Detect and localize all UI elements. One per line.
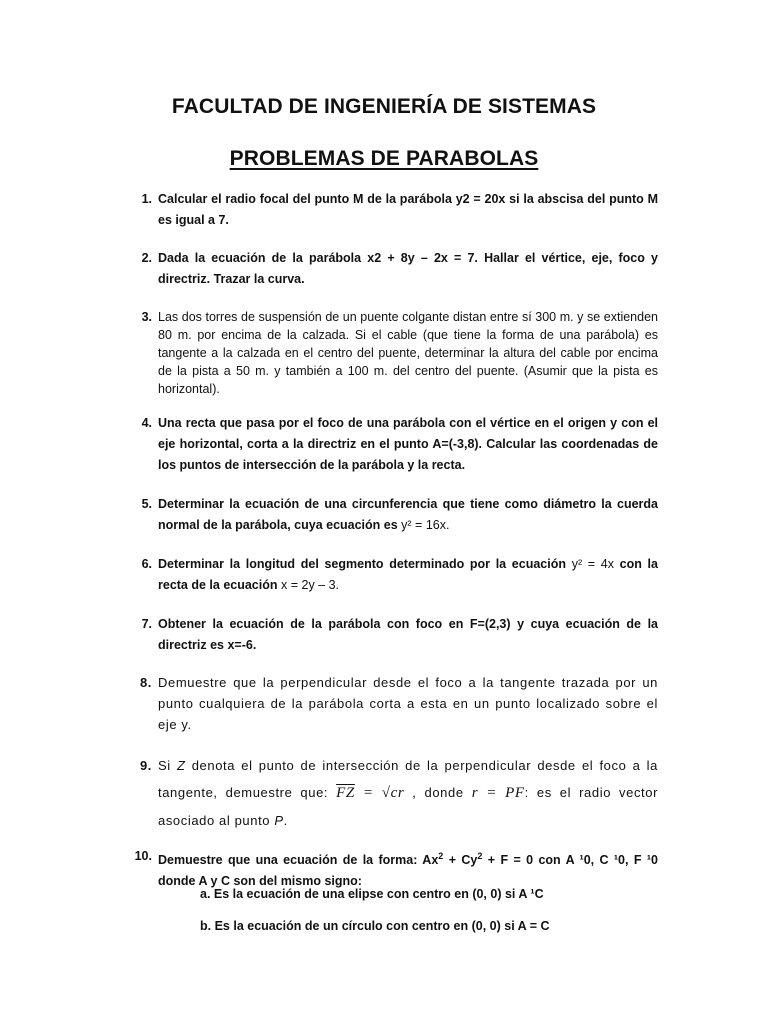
problem-number: 2. (141, 251, 152, 265)
equation: y² = 16x. (401, 518, 450, 532)
problem-number: 10. (134, 849, 152, 863)
problem-number: 4. (141, 416, 152, 430)
problem-9 (128, 752, 658, 834)
problem-text: Calcular el radio focal del punto M de la parábola y2 = 20x si la abscisa del punto M es igual a 7. (158, 192, 658, 227)
problem-10-part-b: b. Es la ecuación de un círculo con centro en (0, 0) si A = C (200, 919, 550, 933)
formula-fz: $\overline{FZ}$ (336, 785, 355, 801)
problem-8 (128, 672, 658, 735)
equation-b: x = 2y – 3. (281, 578, 340, 592)
text-radio: : es el radio vector asociado al punto (158, 785, 659, 828)
problem-text: Obtener la ecuación de la parábola con foco en F=(2,3) y cuya ecuación de la directriz es x=-6. (158, 617, 658, 652)
problem-1 (128, 189, 658, 231)
problem-number: 7. (141, 617, 152, 631)
problem-5 (128, 494, 658, 536)
problem-text (158, 554, 658, 596)
problem-number: 9. (139, 758, 152, 773)
problem-number: 5. (141, 497, 152, 511)
problem-text-main: Determinar la ecuación de una circunferencia que tiene como diámetro la cuerda normal de la parábola, cuya ecuación es (158, 497, 658, 532)
faculty-title: FACULTAD DE INGENIERÍA DE SISTEMAS (171, 95, 597, 118)
text-denota: denota el punto de intersección de la perpendicular desde el foco a la tangente, demuestre que: (158, 758, 658, 800)
page-subtitle: PROBLEMAS DE PARABOLAS (229, 147, 539, 170)
problem-number: 8. (139, 675, 152, 690)
text-part3: + F = 0 con A ¹0, C ¹0, F ¹0 donde A y C son del mismo signo: (158, 853, 658, 889)
text-si: Si (158, 758, 171, 773)
text-part2: + Cy (448, 853, 478, 868)
problem-text: Una recta que pasa por el foco de una parábola con el vértice en el origen y con el eje horizontal, corta a la directriz en el punto A=(-3,8). Calcular las coordenadas de los puntos de intersección de la parábola y la recta. (158, 416, 658, 472)
problem-text: Demuestre que la perpendicular desde el foco a la tangente trazada por un punto cualquiera de la parábola corta a esta en un punto localizado sobre el eje y. (158, 675, 658, 732)
problem-6 (128, 554, 658, 596)
problem-text: Las dos torres de suspensión de un puente colgante distan entre sí 300 m. y se extienden 80 m. por encima de la calzada. Si el cable (que tiene la forma de una parábola) es tangente a la calzada en el centro del puente, determinar la altura del cable por encima de la pista a 50 m. y también a 100 m. del centro del puente. (Asumir que la pista es horizontal). (158, 310, 658, 396)
problem-text (158, 846, 658, 892)
problem-2 (128, 248, 658, 290)
problem-3 (128, 308, 658, 398)
problem-4 (128, 413, 658, 476)
text-period: . (283, 813, 288, 828)
var-z: Z (176, 758, 186, 773)
problem-number: 6. (141, 557, 152, 571)
text-donde: , donde (412, 785, 464, 800)
problem-10 (128, 846, 658, 892)
problem-number: 1. (141, 192, 152, 206)
var-p: P (274, 813, 284, 828)
formula-r-pf: r = PF (471, 785, 525, 801)
problem-text (158, 752, 658, 834)
problem-number: 3. (141, 310, 152, 324)
problem-10-part-a: a. Es la ecuación de una elipse con centro en (0, 0) si A ¹C (200, 887, 544, 901)
problem-text (158, 494, 658, 536)
problem-7 (128, 614, 658, 656)
problem-text-b: con la recta de la ecuación (158, 557, 658, 592)
formula-sqrt-cr: = √cr (362, 785, 405, 801)
problem-text: Dada la ecuación de la parábola x2 + 8y – 2x = 7. Hallar el vértice, eje, foco y directriz. Trazar la curva. (158, 251, 658, 286)
equation-a: y² = 4x (571, 557, 614, 571)
exp-2: 2 (477, 851, 483, 861)
exp-1: 2 (438, 851, 444, 861)
text-part1: Demuestre que una ecuación de la forma: Ax (158, 853, 439, 868)
problem-text-a: Determinar la longitud del segmento determinado por la ecuación (158, 557, 566, 571)
